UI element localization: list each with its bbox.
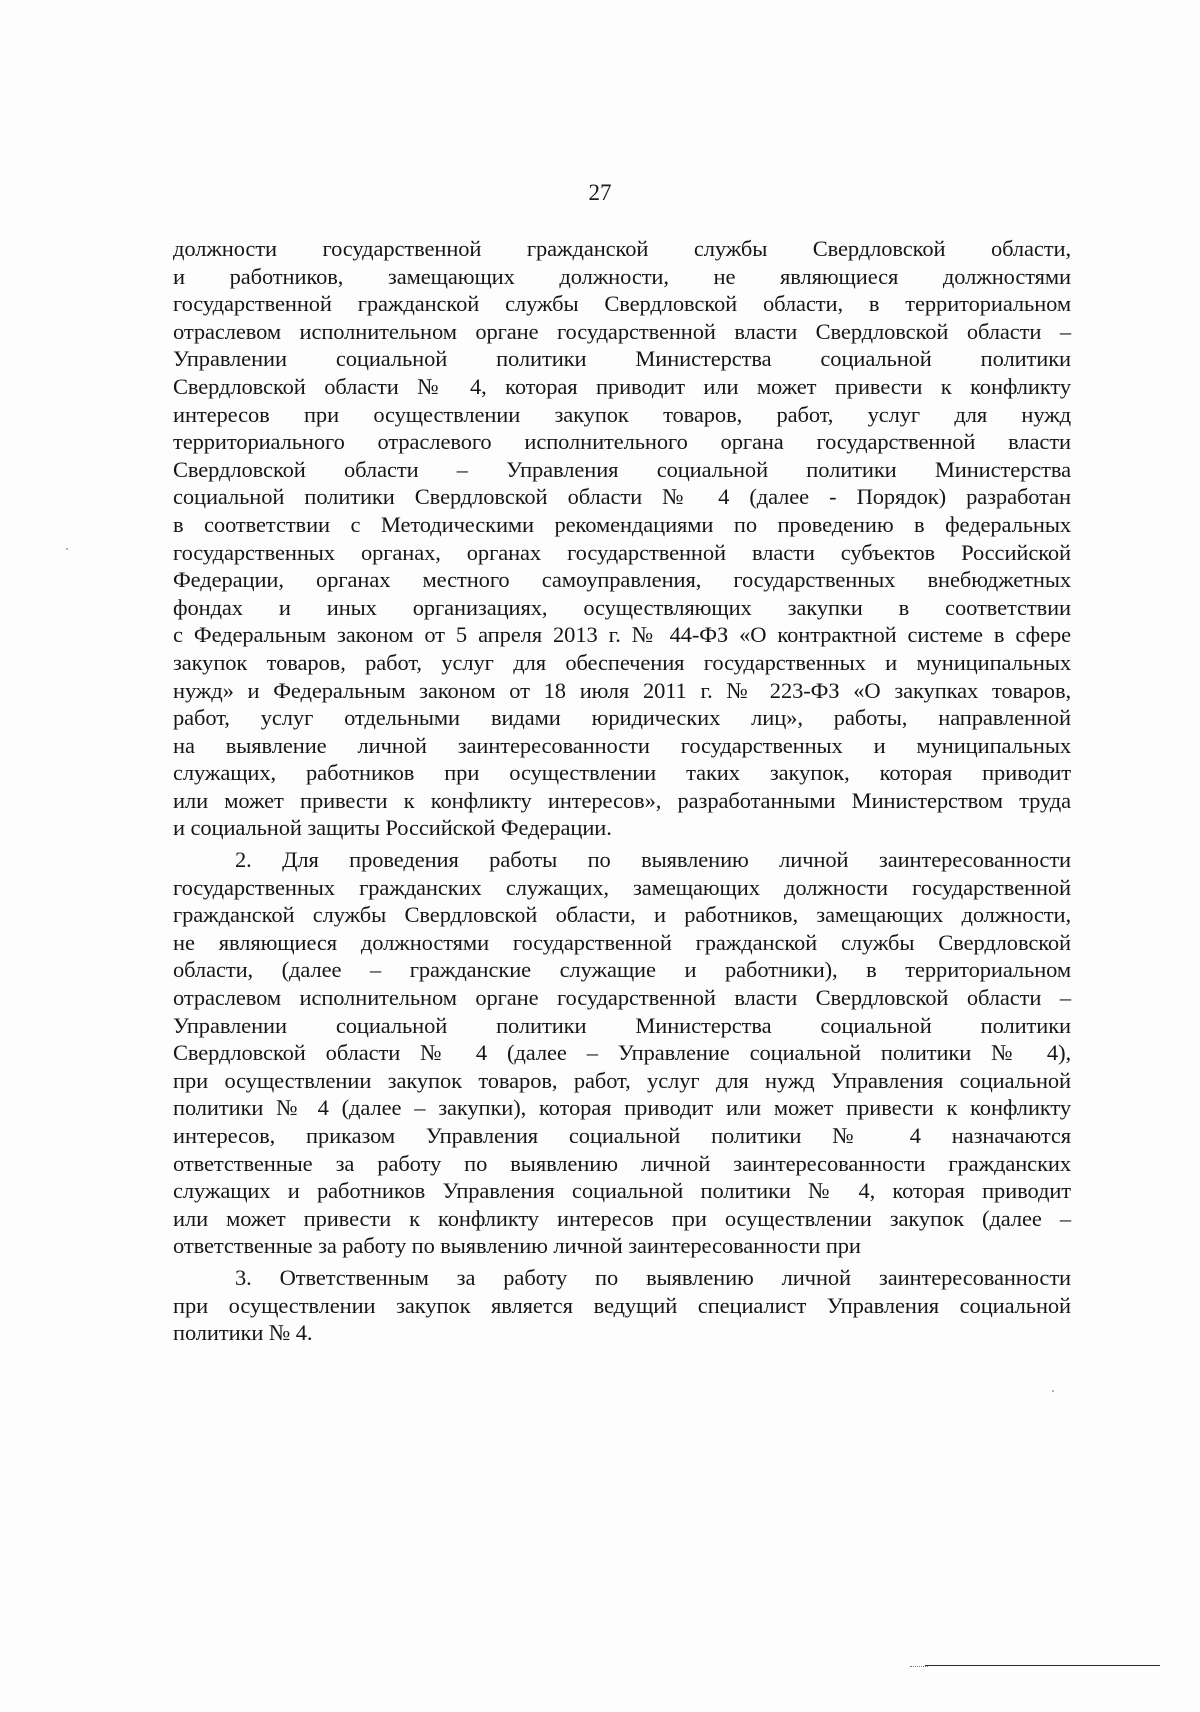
text-line: Управлении социальной политики Министерства социальной политики — [173, 1012, 1071, 1038]
text-line: территориального отраслевого исполнительного органа государственной власти — [173, 429, 1071, 455]
text-line: государственных органах, органах государственной власти субъектов Российской — [173, 539, 1071, 565]
text-line: при осуществлении закупок является ведущий специалист Управления социальной — [173, 1292, 1071, 1318]
text-line: служащих и работников Управления социальной политики № 4, которая приводит — [173, 1178, 1071, 1204]
text-line: политики № 4. — [173, 1320, 313, 1346]
text-line: с Федеральным законом от 5 апреля 2013 г. № 44-ФЗ «О контрактной системе в сфере — [173, 622, 1071, 648]
text-line: ответственные за работу по выявлению личной заинтересованности гражданских — [173, 1150, 1071, 1176]
text-line: 3. Ответственным за работу по выявлению личной заинтересованности — [235, 1264, 1071, 1290]
text-line: Свердловской области – Управления социальной политики Министерства — [173, 456, 1071, 482]
text-line: Свердловской области № 4, которая приводит или может привести к конфликту — [173, 373, 1071, 399]
text-line: и работников, замещающих должности, не являющиеся должностями — [173, 263, 1071, 289]
text-line: гражданской службы Свердловской области, и работников, замещающих должности, — [173, 902, 1071, 928]
text-line: государственной гражданской службы Свердловской области, в территориальном — [173, 291, 1071, 317]
text-line: отраслевом исполнительном органе государственной власти Свердловской области – — [173, 985, 1071, 1011]
text-line: социальной политики Свердловской области № 4 (далее - Порядок) разработан — [173, 484, 1071, 510]
text-line: нужд» и Федеральным законом от 18 июля 2011 г. № 223-ФЗ «О закупках товаров, — [173, 677, 1071, 703]
text-line: ответственные за работу по выявлению личной заинтересованности при — [173, 1233, 861, 1259]
text-line: служащих, работников при осуществлении таких закупок, которая приводит — [173, 760, 1071, 786]
text-line: Федерации, органах местного самоуправления, государственных внебюджетных — [173, 567, 1071, 593]
text-line: интересов при осуществлении закупок товаров, работ, услуг для нужд — [173, 401, 1071, 427]
paragraph-3 — [173, 1264, 1071, 1347]
footer-rule — [925, 1665, 1160, 1666]
text-line: не являющиеся должностями государственной гражданской службы Свердловской — [173, 929, 1071, 955]
text-line: Свердловской области № 4 (далее – Управление социальной политики № 4), — [173, 1040, 1071, 1066]
page-number: 27 — [588, 180, 612, 205]
paragraph-2 — [173, 846, 1071, 1260]
text-line: работ, услуг отдельными видами юридических лиц», работы, направленной — [173, 705, 1071, 731]
text-line: должности государственной гражданской службы Свердловской области, — [173, 236, 1071, 261]
text-line: или может привести к конфликту интересов», разработанными Министерством труда — [173, 787, 1071, 813]
text-line: фондах и иных организациях, осуществляющих закупки в соответствии — [173, 594, 1071, 620]
text-line: области, (далее – гражданские служащие и работники), в территориальном — [173, 957, 1071, 983]
text-line: закупок товаров, работ, услуг для обеспечения государственных и муниципальных — [173, 649, 1071, 675]
text-line: 2. Для проведения работы по выявлению личной заинтересованности — [235, 847, 1071, 873]
footer-rule-dotted — [910, 1666, 928, 1667]
paragraph-continuation — [173, 235, 1071, 842]
text-line: или может привести к конфликту интересов при осуществлении закупок (далее – — [173, 1205, 1071, 1231]
text-line: и социальной защиты Российской Федерации. — [173, 815, 612, 841]
text-line: отраслевом исполнительном органе государственной власти Свердловской области – — [173, 318, 1071, 344]
text-line: на выявление личной заинтересованности государственных и муниципальных — [173, 732, 1071, 758]
text-line: политики № 4 (далее – закупки), которая приводит или может привести к конфликту — [173, 1095, 1071, 1121]
text-line: при осуществлении закупок товаров, работ, услуг для нужд Управления социальной — [173, 1067, 1071, 1093]
text-line: Управлении социальной политики Министерства социальной политики — [173, 346, 1071, 372]
text-line: государственных гражданских служащих, замещающих должности государственной — [173, 874, 1071, 900]
scan-speck — [1052, 1390, 1054, 1392]
scan-speck — [66, 548, 68, 550]
text-line: в соответствии с Методическими рекомендациями по проведению в федеральных — [173, 511, 1071, 537]
text-line: интересов, приказом Управления социальной политики № 4 назначаются — [173, 1123, 1071, 1148]
document-body — [173, 235, 1071, 1347]
